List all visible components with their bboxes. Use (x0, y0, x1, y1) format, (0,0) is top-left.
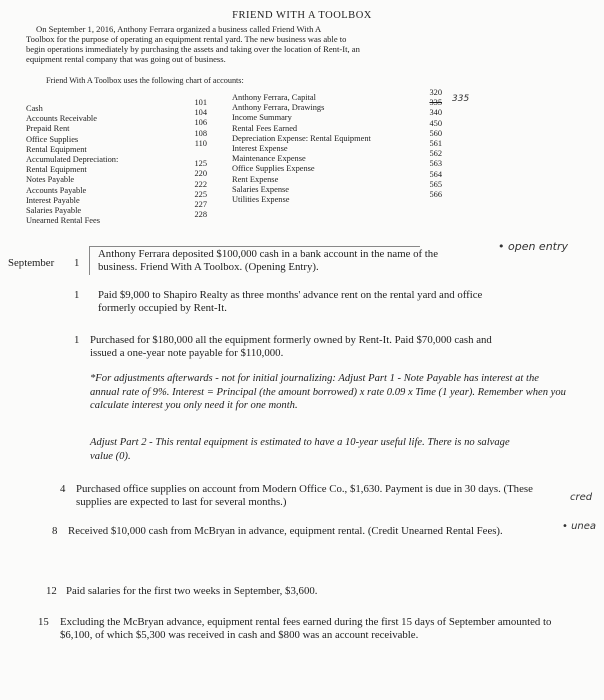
account-name: Interest Payable (26, 195, 80, 205)
day-number: 15 (38, 616, 49, 628)
adjustment-note-2: Adjust Part 2 - This rental equipment is estimated to have a 10-year useful life. There is no salvage value (0). (90, 437, 510, 462)
transaction-text: Purchased for $180,000 all the equipment formerly owned by Rent-It. Paid $70,000 cash and issued a one-year note payable for $110,000. (90, 334, 492, 360)
account-number: 450 (429, 118, 442, 128)
account-name: Interest Expense (232, 143, 288, 153)
account-number: 560 (429, 128, 442, 138)
intro-line: equipment rental company that was going out of business. (26, 54, 226, 64)
account-number: 563 (429, 159, 442, 169)
account-number: 108 (194, 128, 207, 138)
account-name: Cash (26, 104, 43, 113)
handwritten-number-correction: 335 (452, 94, 470, 104)
transaction-text: Excluding the McBryan advance, equipment rental fees earned during the first 15 days of September amounted to $6,100, of which $5,300 was received in cash and $800 was an account receivable. (60, 616, 552, 642)
account-number: 106 (194, 118, 207, 128)
intro-line: Toolbox for the purpose of operating an equipment rental yard. The new business was able to (26, 34, 347, 44)
adjustment-note-1: *For adjustments afterwards - not for initial journalizing: Adjust Part 1 - Note Payable has interest at the annual rate of 9%. Interest = Principal (the amount borrowed) x rate 0.09 x Time (1 year). Remember when you calculate interest you only need it for one month. (90, 373, 566, 412)
account-name: Salaries Expense (232, 184, 289, 194)
account-number: 125 (194, 159, 207, 169)
account-name: Anthony Ferrara, Capital (232, 93, 316, 102)
account-name: Prepaid Rent (26, 124, 70, 134)
intro-line: On September 1, 2016, Anthony Ferrara organized a business called Friend With A (36, 24, 322, 34)
transaction-text: Received $10,000 cash from McBryan in advance, equipment rental. (Credit Unearned Rental Fees). (68, 525, 503, 537)
handwritten-open-entry: • open entry (498, 240, 569, 253)
month-label: September (8, 257, 55, 269)
account-name: Office Supplies Expense (232, 164, 315, 174)
account-name: Notes Payable (26, 175, 75, 185)
account-name: Rental Fees Earned (232, 123, 298, 133)
accounts-right-names (232, 93, 371, 205)
transaction-text: Purchased office supplies on account from Modern Office Co., $1,630. Payment is due in 30 days. (These supplies are expected to last for several months.) (76, 483, 533, 509)
day-number: 1 (74, 334, 80, 346)
account-number: 101 (194, 98, 207, 107)
account-number: 104 (194, 108, 207, 118)
account-number: 335 (429, 98, 442, 108)
account-name: Office Supplies (26, 134, 79, 144)
chart-of-accounts-heading: Friend With A Toolbox uses the following chart of accounts: (46, 76, 244, 85)
account-number: 564 (429, 169, 442, 179)
account-name: Maintenance Expense (232, 154, 306, 164)
day-number: 1 (74, 289, 80, 301)
account-name: Utilities Expense (232, 194, 290, 204)
account-number: 340 (429, 108, 442, 118)
account-number: 222 (194, 179, 207, 189)
intro-line: begin operations immediately by purchasing the assets and taking over the location of Rent-It, an (26, 44, 360, 54)
account-number: 110 (194, 138, 207, 148)
account-name: Rental Equipment (26, 144, 87, 154)
account-number: 565 (429, 179, 442, 189)
account-name: Salaries Payable (26, 205, 82, 215)
day-number: 4 (60, 483, 66, 495)
account-name: Rental Equipment (26, 165, 87, 175)
account-name: Accumulated Depreciation: (26, 154, 119, 164)
account-number: 562 (429, 149, 442, 159)
account-number: 566 (429, 189, 442, 199)
account-number: 220 (194, 169, 207, 179)
account-number: 320 (429, 88, 442, 97)
account-name: Accounts Payable (26, 185, 87, 195)
account-number: 227 (194, 199, 207, 209)
account-name: Depreciation Expense: Rental Equipment (232, 133, 371, 143)
accounts-left-names (26, 104, 118, 226)
account-name: Anthony Ferrara, Drawings (232, 103, 325, 113)
account-name: Income Summary (232, 113, 292, 123)
account-name: Accounts Receivable (26, 114, 97, 124)
transaction-text: Anthony Ferrara deposited $100,000 cash in a bank account in the name of the business. Friend With A Toolbox. (Opening Entry). (98, 248, 439, 274)
account-number (185, 149, 207, 159)
page-title: FRIEND WITH A TOOLBOX (232, 10, 372, 21)
day-number: 12 (46, 585, 57, 597)
account-name: Unearned Rental Fees (26, 216, 100, 226)
account-number: 561 (429, 138, 442, 148)
account-number: 225 (194, 189, 207, 199)
accounts-right-numbers (420, 88, 442, 200)
handwritten-unearned-note: • unea (562, 521, 597, 532)
handwritten-credit-note: cred (570, 492, 593, 503)
accounts-left-numbers (185, 98, 207, 220)
day-number: 8 (52, 525, 58, 537)
transaction-text: Paid $9,000 to Shapiro Realty as three months' advance rent on the rental yard and office formerly occupied by Rent-It. (98, 289, 483, 315)
account-number: 228 (194, 210, 207, 220)
day-number: 1 (74, 257, 80, 269)
intro-paragraph (26, 24, 496, 64)
transaction-text: Paid salaries for the first two weeks in September, $3,600. (66, 585, 318, 597)
account-name: Rent Expense (232, 174, 279, 184)
